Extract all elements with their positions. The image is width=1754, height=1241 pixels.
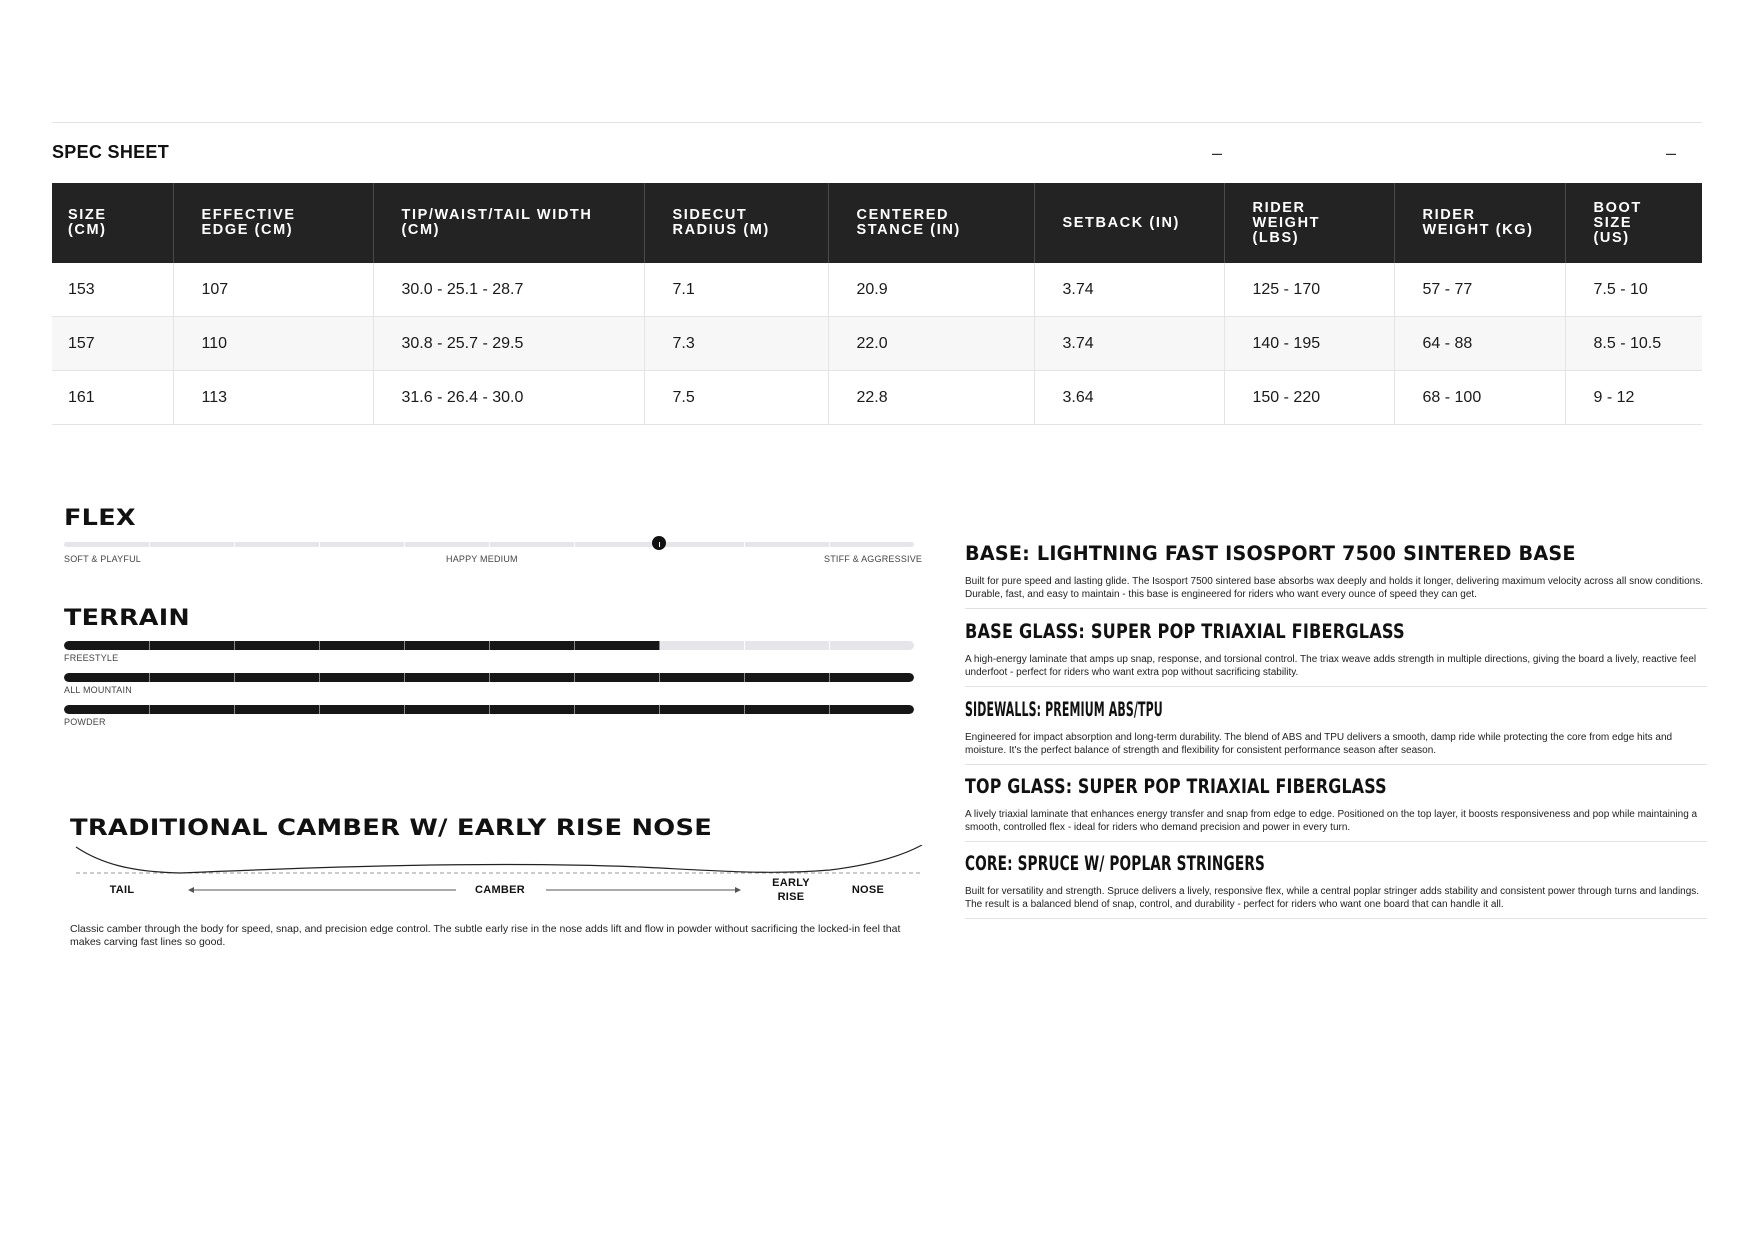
terrain-bar-tick [489,705,490,714]
terrain-bar-tick [489,673,490,682]
terrain-bar-tick [744,705,745,714]
table-cell: 161 [52,371,173,425]
camber-label-rise: RISE [777,891,805,903]
arrow-head-right-icon [735,887,741,893]
header-sidecut-radius: SIDECUT RADIUS (M) [644,183,828,263]
flex-track-tick [574,542,575,547]
table-cell: 107 [173,263,373,317]
terrain-bar-tick [829,673,830,682]
table-cell: 157 [52,317,173,371]
terrain-bar-tick [659,641,660,650]
feature-title: TOP GLASS: SUPER POP TRIAXIAL FIBERGLASS [965,775,1387,798]
terrain-bar-tick [659,705,660,714]
feature-title: BASE GLASS: SUPER POP TRIAXIAL FIBERGLASS [965,620,1405,643]
terrain-bar-tick [319,641,320,650]
terrain-bar-tick [149,641,150,650]
terrain-bar-tick [659,673,660,682]
flex-track-tick [659,542,660,547]
table-cell: 7.1 [644,263,828,317]
feature-base-glass [965,620,1707,687]
collapse-toggle-right[interactable]: – [1666,143,1677,163]
header-effective-edge: EFFECTIVE EDGE (CM) [173,183,373,263]
terrain-bar-fill [64,641,659,650]
flex-track-tick [404,542,405,547]
feature-title: CORE: SPRUCE W/ POPLAR STRINGERS [965,852,1265,875]
table-cell: 57 - 77 [1394,263,1565,317]
header-setback: SETBACK (IN) [1034,183,1224,263]
camber-description: Classic camber through the body for speed, snap, and precision edge control. The subtle early rise in the nose adds lift and flow in powder without sacrificing the locked-in feel that makes carving fast lines so good. [70,923,901,948]
header-rider-weight-kg: RIDER WEIGHT (KG) [1394,183,1565,263]
feature-top-glass [965,775,1707,842]
table-row [52,263,1702,317]
camber-label-early: EARLY [772,877,810,889]
terrain-bar-tick [234,641,235,650]
terrain-bar-tick [574,673,575,682]
camber-label-tail: TAIL [109,884,135,896]
flex-track-tick [319,542,320,547]
header-centered-stance: CENTERED STANCE (IN) [828,183,1034,263]
table-cell: 30.8 - 25.7 - 29.5 [373,317,644,371]
terrain-label-all-mountain: ALL MOUNTAIN [64,685,132,695]
terrain-bar-tick [234,673,235,682]
table-cell: 22.8 [828,371,1034,425]
table-cell: 68 - 100 [1394,371,1565,425]
feature-sidewalls [965,698,1707,765]
table-cell: 113 [173,371,373,425]
terrain-bar-tick [574,705,575,714]
table-cell: 3.74 [1034,317,1224,371]
feature-text: A lively triaxial laminate that enhances energy transfer and snap from edge to edge. Positioned on the top layer, it boosts responsiveness and pop while maintaining a smooth, controlled flex - ideal for riders who demand precision and power in every turn. [965,809,1698,833]
flex-title: FLEX [64,506,136,531]
feature-title: SIDEWALLS: PREMIUM ABS/TPU [965,698,1163,721]
flex-label-medium: HAPPY MEDIUM [446,554,518,564]
header-rider-weight-lbs: RIDER WEIGHT (LBS) [1224,183,1394,263]
table-cell: 8.5 - 10.5 [1565,317,1702,371]
flex-track-tick [489,542,490,547]
flex-track-tick [149,542,150,547]
header-boot-size: BOOT SIZE (US) [1565,183,1702,263]
feature-base [965,542,1707,609]
feature-text: Engineered for impact absorption and long-term durability. The blend of ABS and TPU delivers a smooth, damp ride while protecting the core from edge hits and moisture. It's the perfect balance of strength and flexibility for consistent performance season after season. [965,732,1673,756]
camber-label-camber: CAMBER [474,884,526,896]
feature-text: A high-energy laminate that amps up snap, response, and torsional control. The triax weave adds strength in multiple directions, giving the board a lively, reactive feel underfoot - perfect for riders who want extra pop without sacrificing stability. [965,654,1697,678]
terrain-label-freestyle: FREESTYLE [64,653,119,663]
flex-label-stiff: STIFF & AGGRESSIVE [824,554,923,564]
header-size: SIZE (CM) [52,183,173,263]
collapse-toggle-left[interactable]: – [1212,143,1223,163]
feature-title: BASE: LIGHTNING FAST ISOSPORT 7500 SINTERED BASE [965,542,1576,565]
terrain-label-powder: POWDER [64,717,106,727]
terrain-bar-tick [404,705,405,714]
arrow-head-left-icon [188,887,194,893]
table-cell: 150 - 220 [1224,371,1394,425]
terrain-bar-powder [64,705,914,714]
table-cell: 7.5 [644,371,828,425]
spec-sheet-title: SPEC SHEET [52,142,170,162]
table-cell: 22.0 [828,317,1034,371]
terrain-bar-freestyle [64,641,914,650]
table-cell: 9 - 12 [1565,371,1702,425]
table-row [52,371,1702,425]
terrain-bar-tick [829,641,830,650]
terrain-bar-tick [744,673,745,682]
terrain-bar-tick [574,641,575,650]
flex-label-soft: SOFT & PLAYFUL [64,554,141,564]
table-cell: 3.74 [1034,263,1224,317]
table-cell: 110 [173,317,373,371]
terrain-bar-tick [744,641,745,650]
feature-text: Built for pure speed and lasting glide. The Isosport 7500 sintered base absorbs wax deeply and holds it longer, delivering maximum velocity across all snow conditions. Durable, fast, and easy to maintain - this base is engineered for riders who want every ounce of speed they can get. [965,576,1704,600]
terrain-bar-tick [404,641,405,650]
flex-track-tick [744,542,745,547]
terrain-bar-tick [404,673,405,682]
table-cell: 153 [52,263,173,317]
table-cell: 31.6 - 26.4 - 30.0 [373,371,644,425]
feature-core [965,852,1707,919]
table-cell: 3.64 [1034,371,1224,425]
header-tip-waist-tail-width: TIP/WAIST/TAIL WIDTH (CM) [373,183,644,263]
flex-track [64,542,914,547]
terrain-bar-all-mountain [64,673,914,682]
terrain-title: TERRAIN [64,606,190,631]
camber-title: TRADITIONAL CAMBER W/ EARLY RISE NOSE [70,816,713,841]
table-cell: 64 - 88 [1394,317,1565,371]
table-header-row [52,183,1702,263]
table-cell: 125 - 170 [1224,263,1394,317]
terrain-bar-tick [489,641,490,650]
terrain-bar-tick [234,705,235,714]
board-profile-curve [76,845,922,873]
terrain-bar-tick [829,705,830,714]
table-cell: 20.9 [828,263,1034,317]
terrain-bar-tick [149,705,150,714]
spec-table [52,183,1702,425]
terrain-bar-tick [149,673,150,682]
flex-track-tick [829,542,830,547]
top-divider [52,122,1702,123]
table-cell: 30.0 - 25.1 - 28.7 [373,263,644,317]
flex-track-tick [234,542,235,547]
feature-text: Built for versatility and strength. Spruce delivers a lively, responsive flex, while a central poplar stringer adds stability and consistent power through turns and landings. The result is a balanced blend of snap, control, and durability - perfect for riders who want one board that can handle it all. [965,886,1700,910]
terrain-bar-tick [319,673,320,682]
table-cell: 7.3 [644,317,828,371]
table-row [52,317,1702,371]
table-cell: 140 - 195 [1224,317,1394,371]
table-cell: 7.5 - 10 [1565,263,1702,317]
camber-label-nose: NOSE [851,884,885,896]
terrain-bar-tick [319,705,320,714]
